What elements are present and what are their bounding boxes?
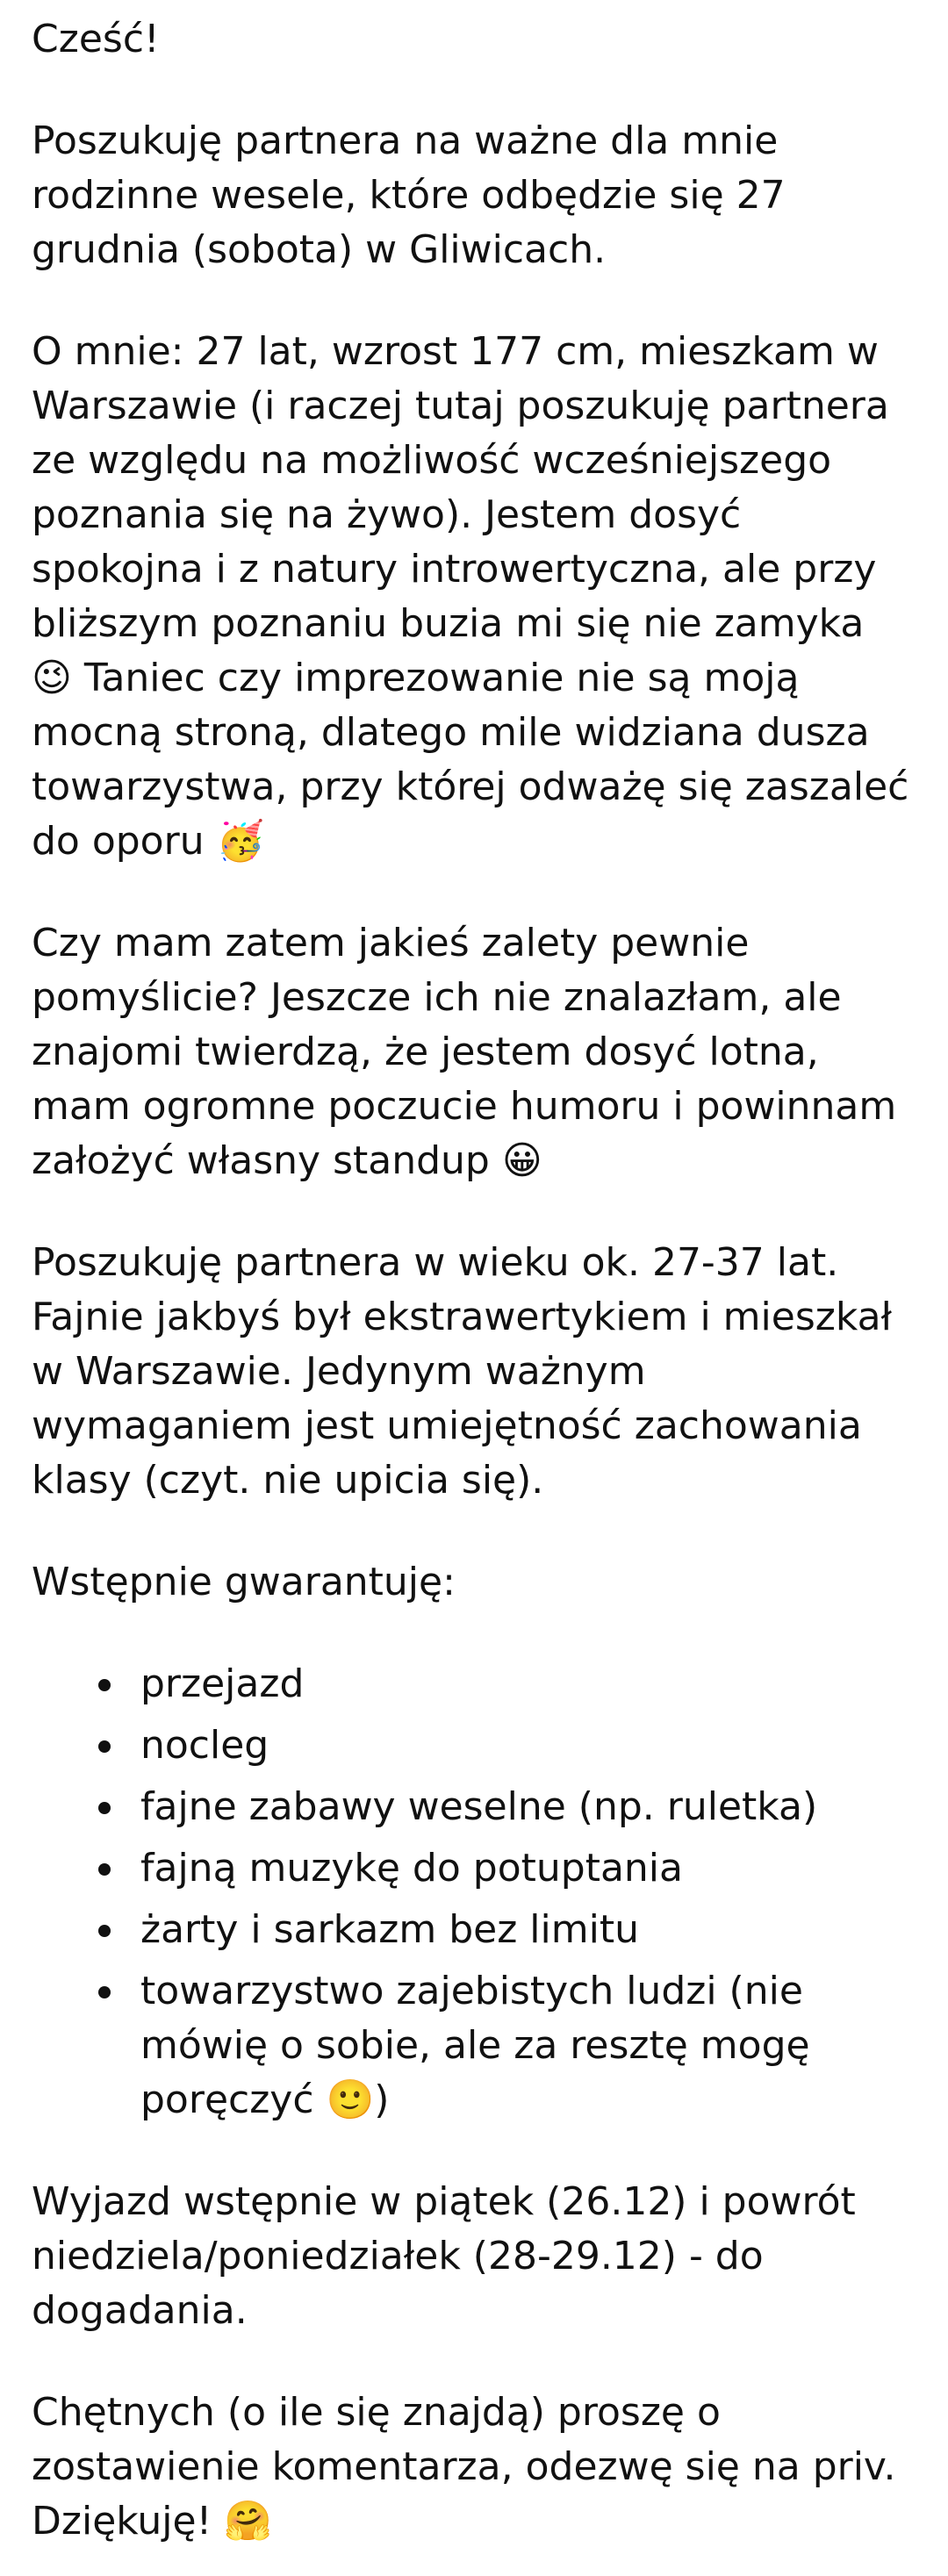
bullet-dot-icon [98, 1925, 111, 1937]
post-paragraph-qualities: Czy mam zatem jakieś zalety pewnie pomyślicie? Jeszcze ich nie znalazłam, ale znajomi twierdzą, że jestem dosyć lotna, mam ogromne poczucie humoru i powinnam założyć własny standup 😀 [32, 921, 897, 1183]
list-item [32, 1841, 916, 1896]
bullet-dot-icon [98, 1986, 111, 1998]
post-greeting: Cześć! [32, 17, 160, 61]
post-paragraph-guarantees-heading: Wstępnie gwarantuję: [32, 1560, 456, 1604]
list-item-text: przejazd [140, 1661, 305, 1706]
list-item-text: towarzystwo zajebistych ludzi (nie mówię o sobie, ale za resztę mogę poręczyć 🙂) [140, 1969, 810, 2122]
post-paragraph-travel: Wyjazd wstępnie w piątek (26.12) i powrót niedziela/poniedziałek (28-29.12) - do dogadania. [32, 2179, 856, 2333]
bullet-dot-icon [98, 1740, 111, 1753]
list-item [32, 1964, 916, 2128]
list-item [32, 1657, 916, 1711]
post-paragraph-contact: Chętnych (o ile się znajdą) proszę o zostawienie komentarza, odezwę się na priv. Dziękuję! 🤗 [32, 2390, 896, 2544]
bullet-dot-icon [98, 1802, 111, 1814]
post-paragraph-intro: Poszukuję partnera na ważne dla mnie rodzinne wesele, które odbędzie się 27 grudnia (sobota) w Gliwicach. [32, 118, 786, 272]
post-paragraph-requirements: Poszukuję partnera w wieku ok. 27-37 lat. Fajnie jakbyś był ekstrawertykiem i mieszkał w Warszawie. Jedynym ważnym wymaganiem jest umiejętność zachowania klasy (czyt. nie upicia się). [32, 1240, 893, 1503]
bullet-dot-icon [98, 1679, 111, 1691]
bullet-dot-icon [98, 1863, 111, 1876]
list-item [32, 1780, 916, 1834]
list-item-text: żarty i sarkazm bez limitu [140, 1907, 639, 1952]
list-item-text: fajne zabawy weselne (np. ruletka) [140, 1784, 818, 1829]
post-paragraph-about-me: O mnie: 27 lat, wzrost 177 cm, mieszkam w Warszawie (i raczej tutaj poszukuję partnera ze względu na możliwość wcześniejszego poznania się na żywo). Jestem dosyć spokojna i z natury introwertyczna, ale przy bliższym poznaniu buzia mi się nie zamyka 😉 Taniec czy imprezowanie nie są moją mocną stroną, dlatego mile widziana dusza towarzystwa, przy której odważę się zaszaleć do oporu 🥳 [32, 329, 909, 864]
list-item [32, 1719, 916, 1773]
list-item-text: fajną muzykę do potuptania [140, 1846, 683, 1891]
guarantees-list [32, 1657, 916, 2128]
list-item-text: nocleg [140, 1723, 269, 1768]
list-item [32, 1903, 916, 1957]
